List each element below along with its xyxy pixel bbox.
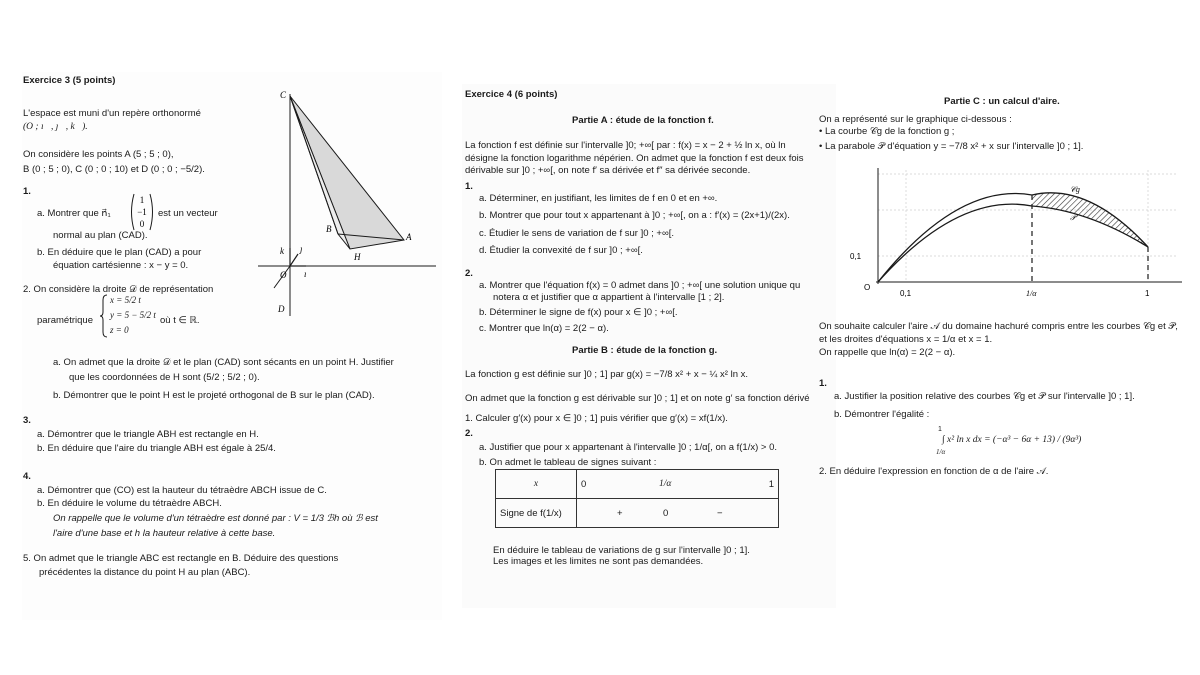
partA-intro-line3: dérivable sur ]0 ; +∞[, on note f′ sa dérivée et f″ sa dérivée seconde. xyxy=(465,165,751,176)
label-i: ı⃗ xyxy=(304,269,314,279)
partC-q1a: a. Justifier la position relative des courbes 𝒞g et 𝒫 sur l'intervalle ]0 ; 1]. xyxy=(834,391,1135,402)
label-j: ȷ⃗ xyxy=(300,244,310,254)
partB-intro: La fonction g est définie sur ]0 ; 1] par g(x) = −7/8 x² + x − ¼ x² ln x. xyxy=(465,369,749,380)
sign-table-x-header: x xyxy=(496,470,577,499)
vector-component-2: −1 xyxy=(137,207,147,217)
integral-upper-bound: 1 xyxy=(938,426,942,433)
partA-intro-line2: désigne la fonction logarithme népérien. On admet que la fonction f est deux fois xyxy=(465,153,804,164)
integral-equality: ∫ x² ln x dx = (−α³ − 6α + 13) / (9α³) xyxy=(942,435,1082,445)
sign-table-signs xyxy=(577,499,779,528)
ex3-q4-reminder-line2: l'aire d'une base et h la hauteur relative à cette base. xyxy=(53,528,276,539)
sign-table-row-label: Signe de f(1/x) xyxy=(496,499,577,528)
partB-q1: 1. Calculer g′(x) pour x ∈ ]0 ; 1] puis vérifier que g′(x) = xf(1/x). xyxy=(465,413,728,424)
ex3-q1a-line2: normal au plan (CAD). xyxy=(53,230,148,241)
label-origin: O xyxy=(864,283,871,292)
ex3-q1a-text: a. Montrer que n⃗₁ xyxy=(37,208,111,219)
normal-vector-column xyxy=(128,192,156,232)
ex3-intro-line1: L'espace est muni d'un repère orthonormé xyxy=(23,108,201,119)
partA-q1a: a. Déterminer, en justifiant, les limites de f en 0 et en +∞. xyxy=(479,193,718,204)
partC-intro: On a représenté sur le graphique ci-dessous : xyxy=(819,114,1012,125)
label-O: O xyxy=(280,270,287,280)
label-cg: 𝒞g xyxy=(1070,185,1080,194)
graph-grid xyxy=(878,170,1178,282)
partB-q2b: b. On admet le tableau de signes suivant : xyxy=(479,457,657,468)
partC-page xyxy=(818,90,1190,510)
partB-q2-number: 2. xyxy=(465,428,473,439)
label-D: D xyxy=(278,304,285,314)
partC-text2: et les droites d'équations x = 1/α et x = 1. xyxy=(819,334,993,345)
label-H: H xyxy=(354,252,361,262)
partA-q1c: c. Étudier le sens de variation de f sur ]0 ; +∞[. xyxy=(479,228,675,239)
sign-table-x-values xyxy=(577,470,779,499)
ex3-q5-line2: précédentes la distance du point H au plan (ABC). xyxy=(39,567,251,578)
partA-title: Partie A : étude de la fonction f. xyxy=(572,115,714,126)
sign-minus: − xyxy=(717,508,723,519)
ex3-q2a-text: a. On admet que la droite 𝒟 et le plan (CAD) sont sécants en un point H. Justifier xyxy=(53,357,394,368)
ex3-intro-line2: (O ; ı⃗, ȷ⃗, k⃗). xyxy=(23,122,88,132)
label-x-01: 0,1 xyxy=(900,289,912,298)
partC-bullet2: • La parabole 𝒫 d'équation y = −7/8 x² + x sur l'intervalle ]0 ; 1]. xyxy=(819,141,1084,152)
ex3-q5-text: 5. On admet que le triangle ABC est rectangle en B. Déduire des questions xyxy=(23,553,339,564)
label-x-inv-alpha: 1/α xyxy=(1026,289,1037,298)
face-CAH xyxy=(290,96,404,249)
ex3-q4-reminder-line1: On rappelle que le volume d'un tétraèdre est donné par : V = 1/3 ℬh où ℬ est xyxy=(53,513,378,524)
sign-table-value-inv-alpha: 1/α xyxy=(659,479,672,489)
exercise-3-title: Exercice 3 (5 points) xyxy=(23,75,116,86)
system-eq-z: z = 0 xyxy=(110,325,129,335)
partA-q2-number: 2. xyxy=(465,268,473,279)
partC-bullet1-text: La courbe 𝒞g de la fonction g ; xyxy=(824,126,955,137)
ex3-q4-number: 4. xyxy=(23,471,31,482)
label-B: B xyxy=(326,224,332,234)
ex3-q2-where: où t ∈ ℝ. xyxy=(160,315,200,326)
ex3-q3a-text: a. Démontrer que le triangle ABH est rectangle en H. xyxy=(37,429,259,440)
exercise-4-title: Exercice 4 (6 points) xyxy=(465,89,558,100)
curve-cg xyxy=(878,193,1148,282)
ex3-q1b-line2: équation cartésienne : x − y = 0. xyxy=(53,260,189,271)
label-p: 𝒫 xyxy=(1070,213,1076,222)
ex3-q3-number: 3. xyxy=(23,415,31,426)
label-x-1: 1 xyxy=(1145,289,1150,298)
sign-plus: + xyxy=(617,508,623,519)
ex3-q2-param-label: paramétrique xyxy=(37,315,93,326)
partC-bullet2-text: La parabole 𝒫 d'équation y = −7/8 x² + x sur l'intervalle ]0 ; 1]. xyxy=(824,141,1084,152)
system-eq-y: y = 5 − 5/2 t xyxy=(110,310,156,320)
exercise-4-page xyxy=(462,84,836,608)
partA-q2c: c. Montrer que ln(α) = 2(2 − α). xyxy=(479,323,609,334)
label-C: C xyxy=(280,90,287,100)
partA-q1-number: 1. xyxy=(465,181,473,192)
partC-title: Partie C : un calcul d'aire. xyxy=(944,96,1060,107)
integral-lower-bound: 1/α xyxy=(936,448,946,456)
partB-intro2: On admet que la fonction g est dérivable sur ]0 ; 1] et on note g′ sa fonction dérivé xyxy=(465,393,810,404)
exercise-3-page xyxy=(22,72,442,620)
system-eq-x: x = 5/2 t xyxy=(110,295,141,305)
system-brace xyxy=(100,294,108,338)
partA-intro-line1: La fonction f est définie sur l'intervalle ]0; +∞[ par : f(x) = x − 2 + ½ ln x, où ln xyxy=(465,140,786,151)
ex3-q1a-suffix: est un vecteur xyxy=(158,208,218,219)
ex3-points-line1: On considère les points A (5 ; 5 ; 0), xyxy=(23,149,174,160)
sign-table xyxy=(495,469,779,528)
partB-title: Partie B : étude de la fonction g. xyxy=(572,345,718,356)
label-y-01: 0,1 xyxy=(850,252,862,261)
ex3-points-line2: B (0 ; 5 ; 0), C (0 ; 0 ; 10) et D (0 ; 0 ; −5/2). xyxy=(23,164,205,175)
vector-component-3: 0 xyxy=(139,219,145,229)
tetrahedron-figure xyxy=(254,84,440,316)
partA-q2b: b. Déterminer le signe de f(x) pour x ∈ ]0 ; +∞[. xyxy=(479,307,678,318)
partC-q2: 2. En déduire l'expression en fonction de α de l'aire 𝒜. xyxy=(819,466,1049,477)
partA-q2a-line2: notera α et justifier que α appartient à l'intervalle [1 ; 2]. xyxy=(493,292,725,303)
area-graph xyxy=(848,162,1186,310)
partC-text1: On souhaite calculer l'aire 𝒜 du domaine hachuré compris entre les courbes 𝒞g et 𝒫, xyxy=(819,321,1178,332)
ex3-q4a-text: a. Démontrer que (CO) est la hauteur du tétraèdre ABCH issue de C. xyxy=(37,485,327,496)
partA-q1d: d. Étudier la convexité de f sur ]0 ; +∞[. xyxy=(479,245,643,256)
label-k: k⃗ xyxy=(280,246,291,256)
label-A: A xyxy=(406,232,412,242)
partB-q2a: a. Justifier que pour x appartenant à l'intervalle ]0 ; 1/α[, on a f(1/x) > 0. xyxy=(479,442,778,453)
partC-text3: On rappelle que ln(α) = 2(2 − α). xyxy=(819,347,956,358)
ex3-q3b-text: b. En déduire que l'aire du triangle ABH est égale à 25/4. xyxy=(37,443,276,454)
partB-after2: Les images et les limites ne sont pas demandées. xyxy=(493,556,704,567)
ex3-q1-number: 1. xyxy=(23,186,31,197)
ex3-q2b-text: b. Démontrer que le point H est le projeté orthogonal de B sur le plan (CAD). xyxy=(53,390,375,401)
sign-zero: 0 xyxy=(663,508,669,519)
partC-q1-number: 1. xyxy=(819,378,827,389)
sign-table-value-1: 1 xyxy=(768,479,774,490)
ex3-q4b-text: b. En déduire le volume du tétraèdre ABCH. xyxy=(37,498,222,509)
partB-after1: En déduire le tableau de variations de g sur l'intervalle ]0 ; 1]. xyxy=(493,545,750,556)
partA-q2a: a. Montrer que l'équation f(x) = 0 admet dans ]0 ; +∞[ une solution unique qu xyxy=(479,280,801,291)
vector-j-arrow xyxy=(290,254,298,266)
ex3-q1b-text: b. En déduire que le plan (CAD) a pour xyxy=(37,247,202,258)
partC-q1b: b. Démontrer l'égalité : xyxy=(834,409,930,420)
partA-q1b: b. Montrer que pour tout x appartenant à ]0 ; +∞[, on a : f′(x) = (2x+1)/(2x). xyxy=(479,210,790,221)
hatched-area xyxy=(1032,193,1148,247)
partC-bullet1: • La courbe 𝒞g de la fonction g ; xyxy=(819,126,955,137)
ex3-q2a-line2: que les coordonnées de H sont (5/2 ; 5/2 ; 0). xyxy=(69,372,260,383)
sign-table-value-0: 0 xyxy=(581,479,587,490)
ex3-q2-text: 2. On considère la droite 𝒟 de représentation xyxy=(23,284,214,295)
vector-component-1: 1 xyxy=(139,195,145,205)
